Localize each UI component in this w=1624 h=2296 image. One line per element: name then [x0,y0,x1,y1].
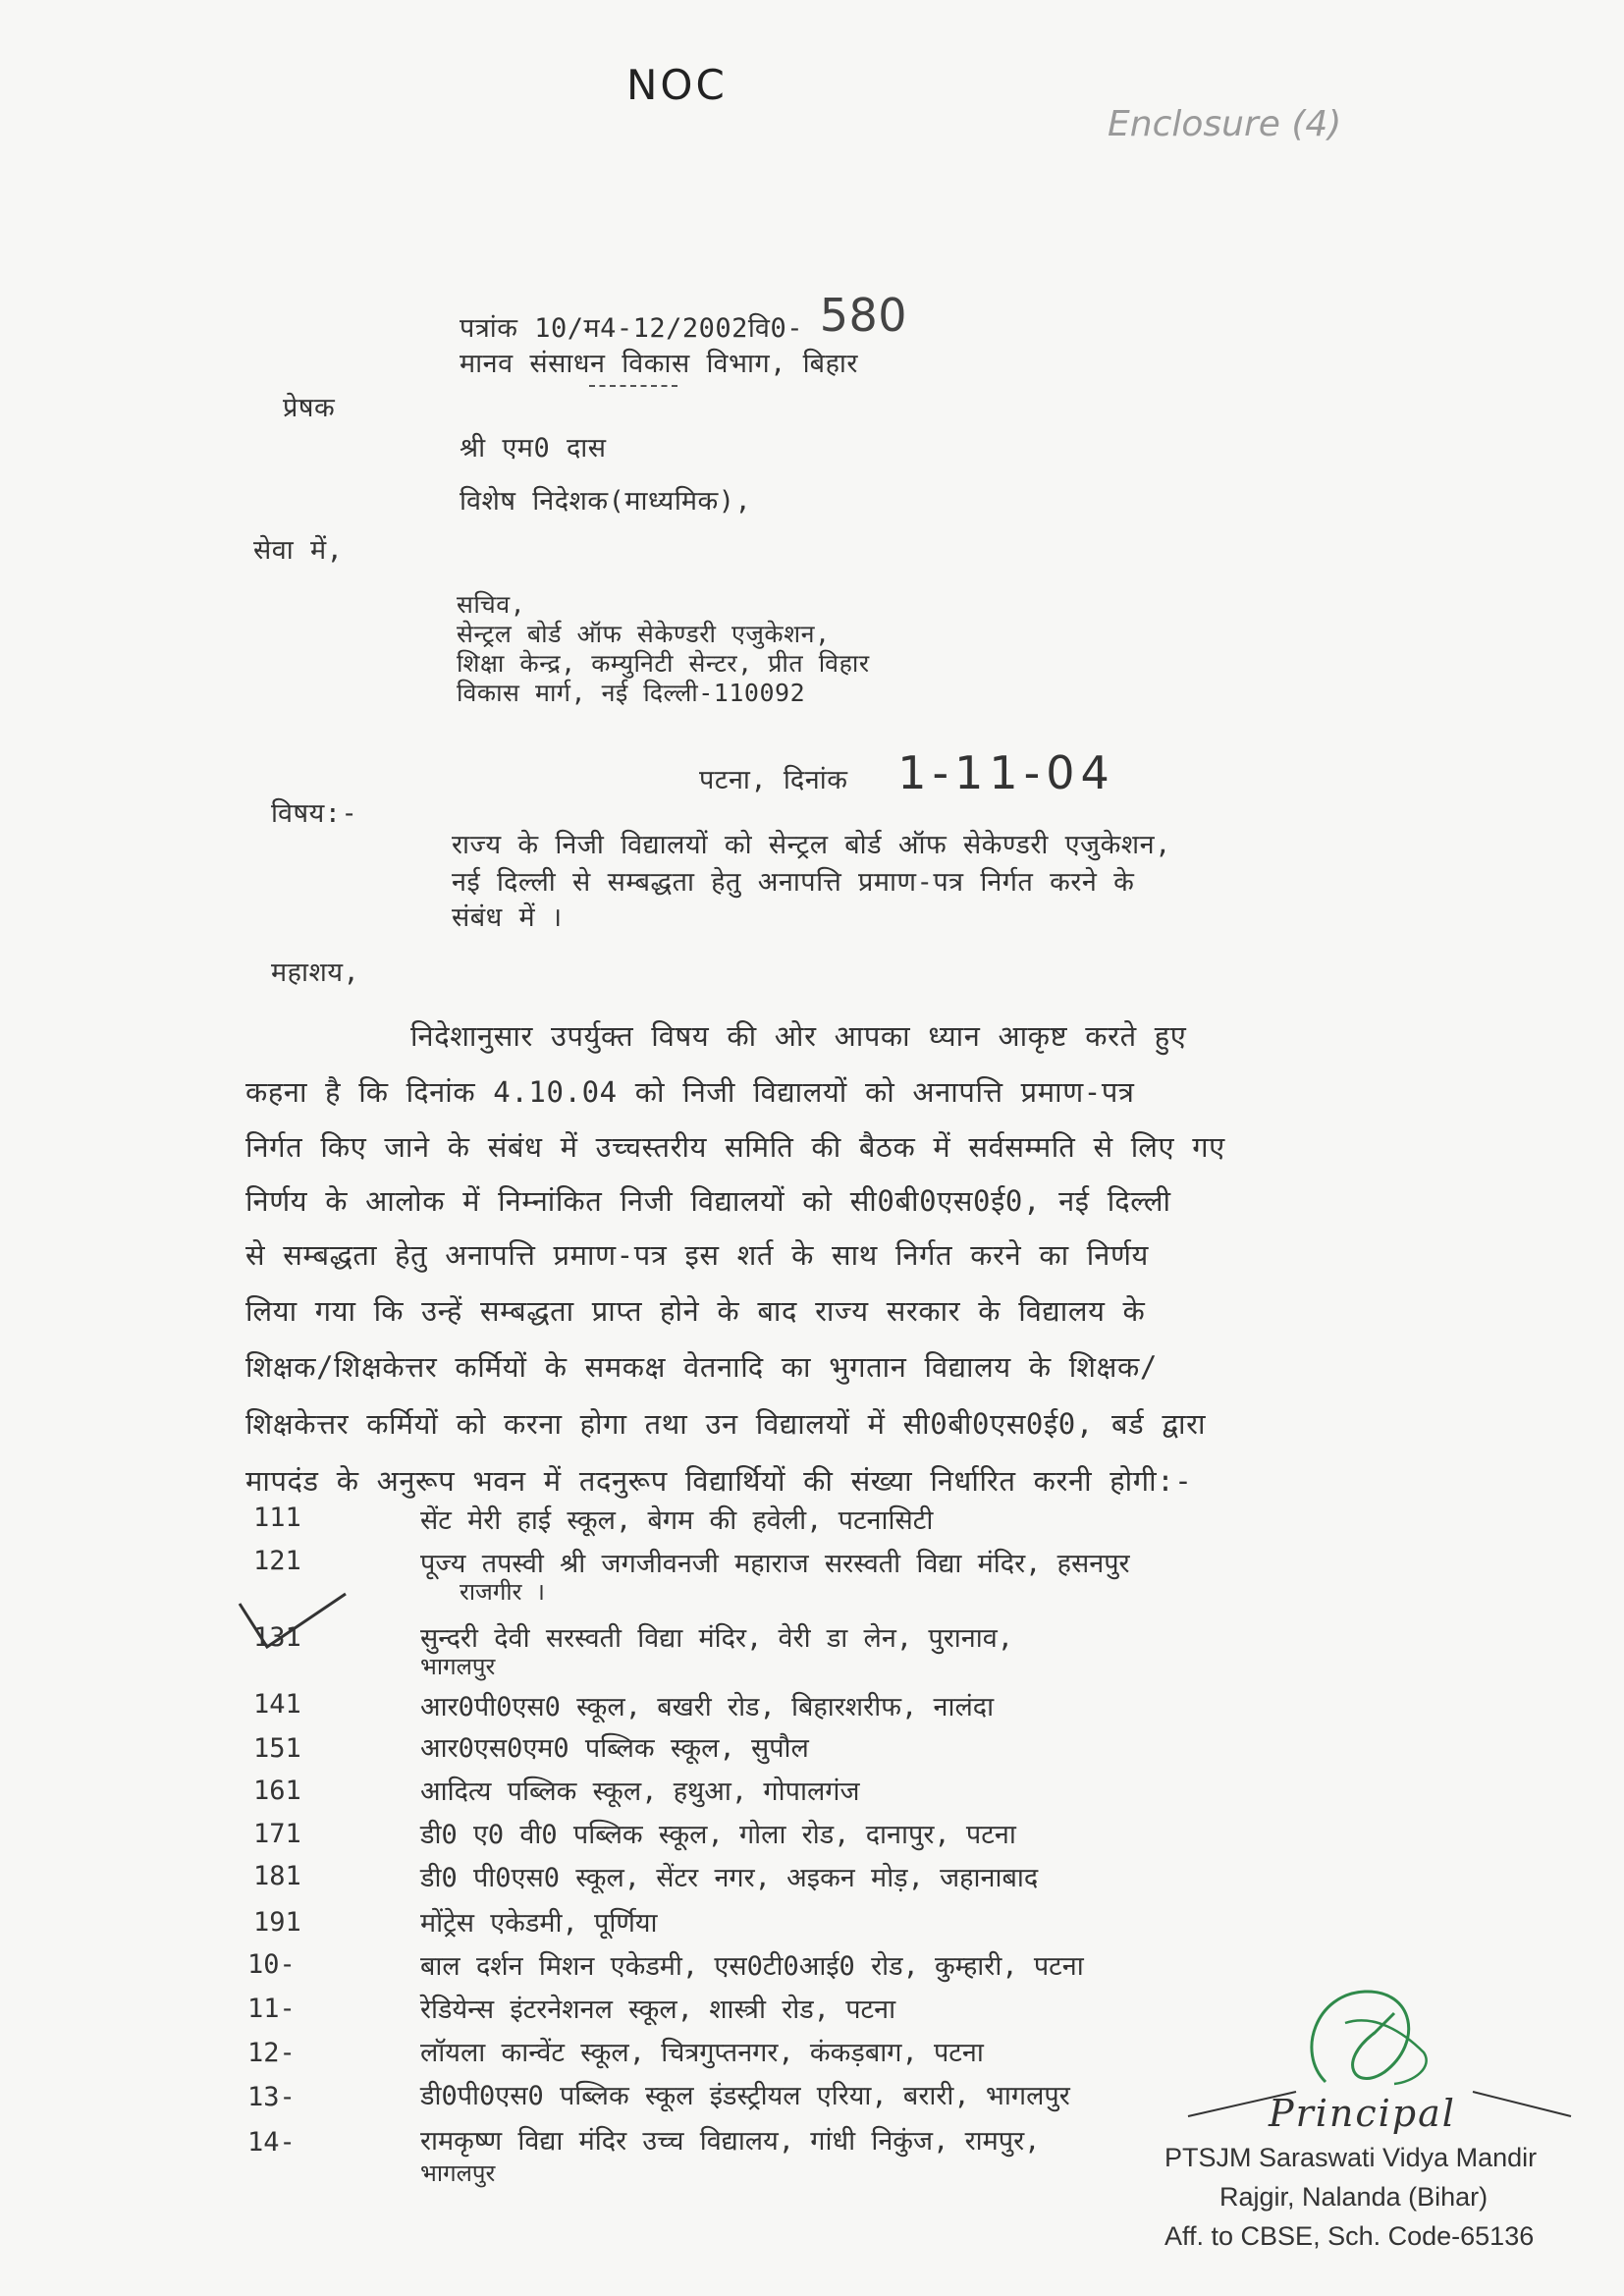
school-name-1: सेंट मेरी हाई स्कूल, बेगम की हवेली, पटनासिटी [420,1505,934,1536]
body-line-7: शिक्षक/शिक्षकेत्तर कर्मियों के समकक्ष वेतनादि का भुगतान विद्यालय के शिक्षक/ [245,1350,1158,1384]
list-num-12: 12- [247,2038,296,2068]
stamp-line-1: PTSJM Saraswati Vidya Mandir [1164,2143,1538,2172]
salutation: महाशय, [271,957,360,988]
list-num-13: 13- [247,2082,296,2112]
school-name-2-cont: राजगीर । [460,1578,545,1606]
list-num-14: 14- [247,2127,296,2158]
list-num-9: 191 [253,1907,301,1938]
recipient-line-1: सचिव, [457,590,526,619]
date-handwritten: 1-11-04 [897,746,1115,799]
enclosure-note: Enclosure (4) [1108,104,1342,144]
to-label: सेवा में, [253,535,344,566]
from-label: प्रेषक [283,393,336,423]
subject-line-2: नई दिल्ली से सम्बद्धता हेतु अनापत्ति प्रमाण-पत्र निर्गत करने के [452,867,1135,898]
school-name-4: आर0पी0एस0 स्कूल, बखरी रोड, बिहारशरीफ, नालंदा [420,1692,995,1722]
body-line-5: से सम्बद्धता हेतु अनापत्ति प्रमाण-पत्र इस शर्त के साथ निर्गत करने का निर्णय [245,1238,1149,1272]
school-name-5: आर0एस0एम0 पब्लिक स्कूल, सुपौल [420,1733,809,1764]
list-num-6: 161 [253,1776,301,1806]
reference-line [460,289,908,348]
subject-line-1: राज्य के निजी विद्यालयों को सेन्ट्रल बोर्ड ऑफ सेकेण्डरी एजुकेशन, [452,830,1171,860]
recipient-line-2: सेन्ट्रल बोर्ड ऑफ सेकेण्डरी एजुकेशन, [457,620,831,648]
list-num-10: 10- [247,1949,296,1980]
list-num-11: 11- [247,1994,296,2024]
school-name-10: बाल दर्शन मिशन एकेडमी, एस0टी0आई0 रोड, कुम्हारी, पटना [420,1951,1084,1982]
stamp-line-2: Rajgir, Nalanda (Bihar) [1219,2182,1489,2212]
school-name-12: लॉयला कान्वेंट स्कूल, चित्रगुप्तनगर, कंकड़बाग, पटना [420,2038,984,2068]
list-num-1: 111 [253,1503,301,1533]
school-name-3: सुन्दरी देवी सरस्वती विद्या मंदिर, वेरी डा लेन, पुरानाव, [420,1623,1013,1654]
body-line-8: शिक्षकेत्तर कर्मियों को करना होगा तथा उन विद्यालयों में सी0बी0एस0ई0, बर्ड द्वारा [245,1407,1207,1441]
place-date [699,746,1115,799]
subject-label: विषय:- [271,798,358,829]
school-name-14: रामकृष्ण विद्या मंदिर उच्च विद्यालय, गांधी निकुंज, रामपुर, [420,2126,1041,2157]
body-line-9: मापदंड के अनुरूप भवन में तदनुरूप विद्यार्थियों की संख्या निर्धारित करनी होगी:- [245,1464,1193,1498]
reference-text: पत्रांक 10/म4-12/2002वि0- [460,313,820,344]
department-line: मानव संसाधन विकास विभाग, बिहार [460,349,858,379]
sender-name: श्री एम0 दास [460,433,607,464]
recipient-line-3: शिक्षा केन्द्र, कम्युनिटी सेन्टर, प्रीत विहार [457,649,870,678]
list-num-4: 141 [253,1689,301,1720]
school-name-7: डी0 ए0 वी0 पब्लिक स्कूल, गोला रोड, दानापुर, पटना [420,1820,1016,1850]
body-line-4: निर्णय के आलोक में निम्नांकित निजी विद्यालयों को सी0बी0एस0ई0, नई दिल्ली [245,1184,1171,1218]
stamp-line-3: Aff. to CBSE, Sch. Code-65136 [1164,2221,1535,2251]
noc-heading: NOC [626,61,728,109]
body-line-6: लिया गया कि उन्हें सम्बद्धता प्राप्त होने के बाद राज्य सरकार के विद्यालय के [245,1294,1146,1328]
sender-title: विशेष निदेशक(माध्यमिक), [460,486,752,517]
school-name-2: पूज्य तपस्वी श्री जगजीवनजी महाराज सरस्वती विद्या मंदिर, हसनपुर [420,1549,1130,1579]
list-num-8: 181 [253,1861,301,1891]
school-name-6: आदित्य पब्लिक स्कूल, हथुआ, गोपालगंज [420,1777,860,1807]
body-line-2: कहना है कि दिनांक 4.10.04 को निजी विद्यालयों को अनापत्ति प्रमाण-पत्र [245,1075,1135,1109]
body-line-3: निर्गत किए जाने के संबंध में उच्चस्तरीय समिति की बैठक में सर्वसम्मति से लिए गए [245,1130,1225,1164]
list-num-3: 131 [253,1622,301,1653]
school-name-13: डी0पी0एस0 पब्लिक स्कूल इंडस्ट्रीयल एरिया, बरारी, भागलपुर [420,2081,1070,2111]
school-name-9: मोंट्रेस एकेडमी, पूर्णिया [420,1908,658,1939]
reference-number: 580 [819,289,908,342]
list-num-7: 171 [253,1819,301,1849]
recipient-line-4: विकास मार्ग, नई दिल्ली-110092 [457,679,806,707]
department-underline [589,385,677,387]
place-date-label: पटना, दिनांक [699,765,848,795]
school-name-14-cont: भागलपुर [420,2159,496,2187]
school-name-8: डी0 पी0एस0 स्कूल, सेंटर नगर, अइकन मोड़, जहानाबाद [420,1863,1039,1893]
list-num-2: 121 [253,1546,301,1576]
stamp-title: Principal [1269,2092,1456,2135]
subject-line-3: संबंध में । [452,902,563,933]
school-name-3-cont: भागलपुर [420,1653,496,1680]
school-name-11: रेडियेन्स इंटरनेशनल स्कूल, शास्त्री रोड, पटना [420,1995,896,2025]
body-line-1: निदेशानुसार उपर्युक्त विषय की ओर आपका ध्यान आकृष्ट करते हुए [410,1019,1187,1053]
list-num-5: 151 [253,1733,301,1764]
